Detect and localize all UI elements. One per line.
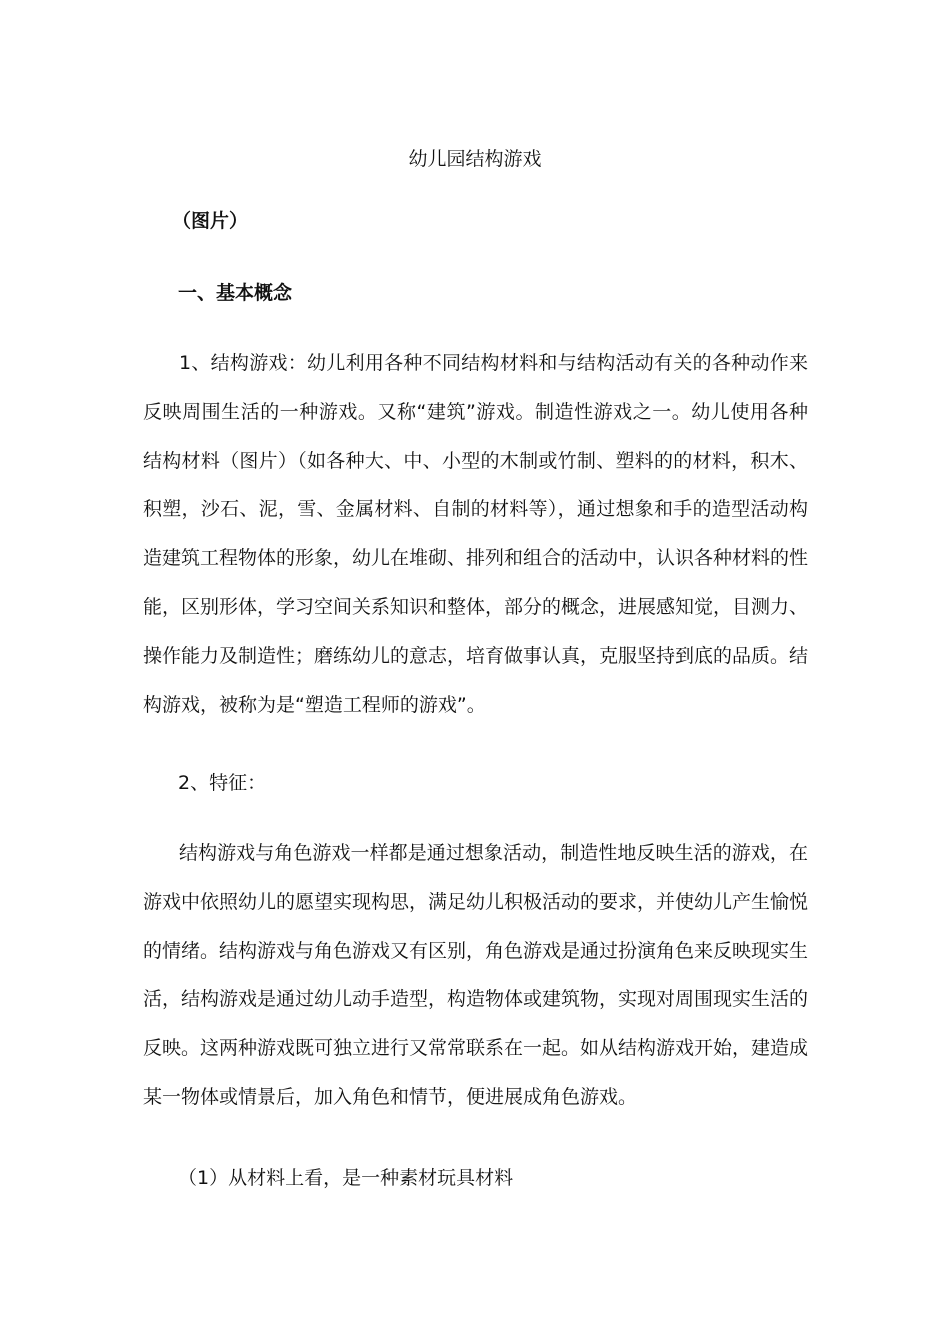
paragraph-structure-game-definition: 1、结构游戏：幼儿利用各种不同结构材料和与结构活动有关的各种动作来反映周围生活的一种游戏。又称“建筑”游戏。制造性游戏之一。幼儿使用各种结构材料（图片）（如各种大、中、小型的木制或竹制、塑料的的材料，积木、积塑，沙石、泥，雪、金属材料、自制的材料等），通过想象和手的造型活动构造建筑工程物体的形象，幼儿在堆砌、排列和组合的活动中，认识各种材料的性能，区别形体，学习空间关系知识和整体，部分的概念，进展感知觉，目测力、操作能力及制造性；磨练幼儿的意志，培育做事认真，克服坚持到底的品质。结构游戏，被称为是“塑造工程师的游戏”。 <box>143 352 809 716</box>
document-title: 幼儿园结构游戏 <box>408 148 542 170</box>
paragraph-features: 结构游戏与角色游戏一样都是通过想象活动，制造性地反映生活的游戏，在游戏中依照幼儿的愿望实现构思，满足幼儿积极活动的要求，并使幼儿产生愉悦的情绪。结构游戏与角色游戏又有区别，角色游戏是通过扮演角色来反映现实生活，结构游戏是通过幼儿动手造型，构造物体或建筑物，实现对周围现实生活的反映。这两种游戏既可独立进行又常常联系在一起。如从结构游戏开始，建造成某一物体或情景后，加入角色和情节，便进展成角色游戏。 <box>143 842 809 1108</box>
subheading-features: 2、特征： <box>178 772 267 794</box>
list-item-material: （1）从材料上看，是一种素材玩具材料 <box>178 1167 514 1189</box>
image-placeholder: （图片） <box>172 210 249 232</box>
section-heading-basic-concepts: 一、基本概念 <box>178 282 293 304</box>
